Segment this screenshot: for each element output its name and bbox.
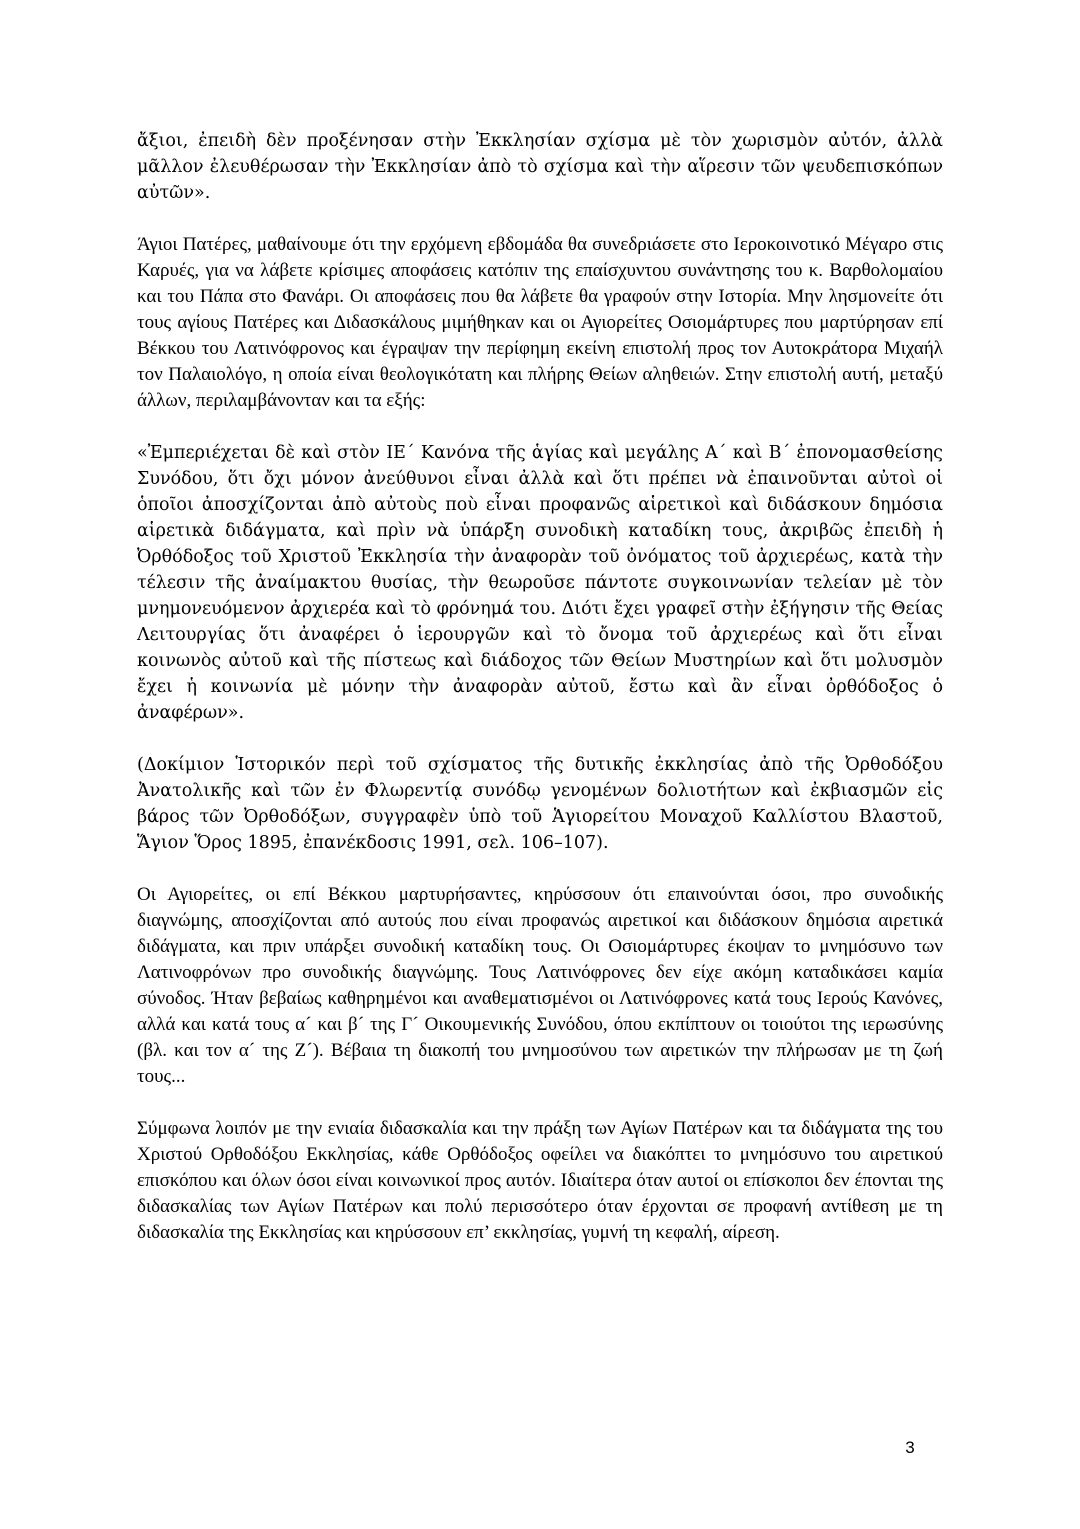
page-text-body bbox=[137, 128, 943, 1272]
page-footer bbox=[0, 1436, 1080, 1466]
page-number: 3 bbox=[905, 1438, 915, 1457]
paragraph-2-address-to-fathers: Άγιοι Πατέρες, μαθαίνουμε ότι την ερχόμενη εβδομάδα θα συνεδριάσετε στο Ιεροκοινοτικό Μέγαρο στις Καρυές, για να λάβετε κρίσιμες αποφάσεις κατόπιν της επαίσχυντου συνάντησης του κ. Βαρθολομαίου και του Πάπα στο Φανάρι. Οι αποφάσεις που θα λάβετε θα γραφούν στην Ιστορία. Μην λησμονείτε ότι τους αγίους Πατέρες και Διδασκάλους μιμήθηκαν και οι Αγιορείτες Οσιομάρτυρες που μαρτύρησαν επί Βέκκου του Λατινόφρονος και έγραψαν την περίφημη εκείνη επιστολή προς τον Αυτοκράτορα Μιχαήλ τον Παλαιολόγο, η οποία είναι θεολογικότατη και πλήρης Θείων αληθειών. Στην επιστολή αυτή, μεταξύ άλλων, περιλαμβάνονταν και τα εξής: bbox=[137, 234, 943, 411]
paragraph-4-citation: (Δοκίμιον Ἱστορικόν περὶ τοῦ σχίσματος τῆς δυτικῆς ἐκκλησίας ἀπὸ τῆς Ὀρθοδόξου Ἀνατολικῆς καὶ τῶν ἐν Φλωρεντίᾳ συνόδῳ γενομένων δολιοτήτων καὶ ἐκβιασμῶν εἰς βάρος τῶν Ὀρθοδόξων, συγγραφὲν ὑπὸ τοῦ Ἁγιορείτου Μοναχοῦ Καλλίστου Βλαστοῦ, Ἅγιον Ὅρος 1895, ἐπανέκδοσις 1991, σελ. 106–107). bbox=[137, 755, 943, 853]
paragraph-3-canon-quote: «Ἐμπεριέχεται δὲ καὶ στὸν ΙΕ´ Κανόνα τῆς ἁγίας καὶ μεγάλης Α´ καὶ Β´ ἐπονομασθείσης Συνόδου, ὅτι ὄχι μόνον ἀνεύθυνοι εἶναι ἀλλὰ καὶ ὅτι πρέπει νὰ ἐπαινοῦνται αὐτοὶ οἱ ὁποῖοι ἀποσχίζονται ἀπὸ αὐτοὺς ποὺ εἶναι προφανῶς αἱρετικοὶ καὶ διδάσκουν δημόσια αἱρετικὰ διδάγματα, καὶ πρὶν νὰ ὑπάρξη συνοδικὴ καταδίκη τους, ἀκριβῶς ἐπειδὴ ἡ Ὀρθόδοξος τοῦ Χριστοῦ Ἐκκλησία τὴν ἀναφορὰν τοῦ ὀνόματος τοῦ ἀρχιερέως, κατὰ τὴν τέλεσιν τῆς ἀναίμακτου θυσίας, τὴν θεωροῦσε πάντοτε συγκοινωνίαν τελείαν μὲ τὸν μνημονευόμενον ἀρχιερέα καὶ τὸ φρόνημά του. Διότι ἔχει γραφεῖ στὴν ἐξήγησιν τῆς Θείας Λειτουργίας ὅτι ἀναφέρει ὁ ἱερουργῶν καὶ τὸ ὄνομα τοῦ ἀρχιερέως καὶ ὅτι εἶναι κοινωνὸς αὐτοῦ καὶ τῆς πίστεως καὶ διάδοχος τῶν Θείων Μυστηρίων καὶ ὅτι μολυσμὸν ἔχει ἡ κοινωνία μὲ μόνην τὴν ἀναφορὰν αὐτοῦ, ἔστω καὶ ἂν εἶναι ὀρθόδοξος ὁ ἀναφέρων». bbox=[137, 443, 943, 723]
paragraph-5-hagiorites: Οι Αγιορείτες, οι επί Βέκκου μαρτυρήσαντες, κηρύσσουν ότι επαινούνται όσοι, προ συνοδικής διαγνώμης, αποσχίζονται από αυτούς που είναι προφανώς αιρετικοί και διδάσκουν δημόσια αιρετικά διδάγματα, και πριν υπάρξει συνοδική καταδίκη τους. Οι Οσιομάρτυρες έκοψαν το μνημόσυνο των Λατινοφρόνων προ συνοδικής διαγνώμης. Τους Λατινόφρονες δεν είχε ακόμη καταδικάσει καμία σύνοδος. Ήταν βεβαίως καθηρημένοι και αναθεματισμένοι οι Λατινόφρονες κατά τους Ιερούς Κανόνες, αλλά και κατά τους α´ και β´ της Γ´ Οικουμενικής Συνόδου, όπου εκπίπτουν οι τοιούτοι της ιερωσύνης (βλ. και τον α´ της Ζ´). Βέβαια τη διακοπή του μνημοσύνου των αιρετικών την πλήρωσαν με τη ζωή τους... bbox=[137, 884, 943, 1087]
paragraph-1-quote-continuation: ἄξιοι, ἐπειδὴ δὲν προξένησαν στὴν Ἐκκλησίαν σχίσμα μὲ τὸν χωρισμὸν αὐτόν, ἀλλὰ μᾶλλον ἐλευθέρωσαν τὴν Ἐκκλησίαν ἀπὸ τὸ σχίσμα καὶ τὴν αἵρεσιν τῶν ψευδεπισκόπων αὐτῶν». bbox=[137, 131, 943, 203]
paragraph-6-conclusion: Σύμφωνα λοιπόν με την ενιαία διδασκαλία και την πράξη των Αγίων Πατέρων και τα διδάγματα της του Χριστού Ορθοδόξου Εκκλησίας, κάθε Ορθόδοξος οφείλει να διακόπτει το μνημόσυνο του αιρετικού επισκόπου και όλων όσοι είναι κοινωνικοί προς αυτόν. Ιδιαίτερα όταν αυτοί οι επίσκοποι δεν έπονται της διδασκαλίας των Αγίων Πατέρων και πολύ περισσότερο όταν έρχονται σε προφανή αντίθεση με τη διδασκαλία της Εκκλησίας και κηρύσσουν επ’ εκκλησίας, γυμνή τη κεφαλή, αίρεση. bbox=[137, 1118, 943, 1243]
